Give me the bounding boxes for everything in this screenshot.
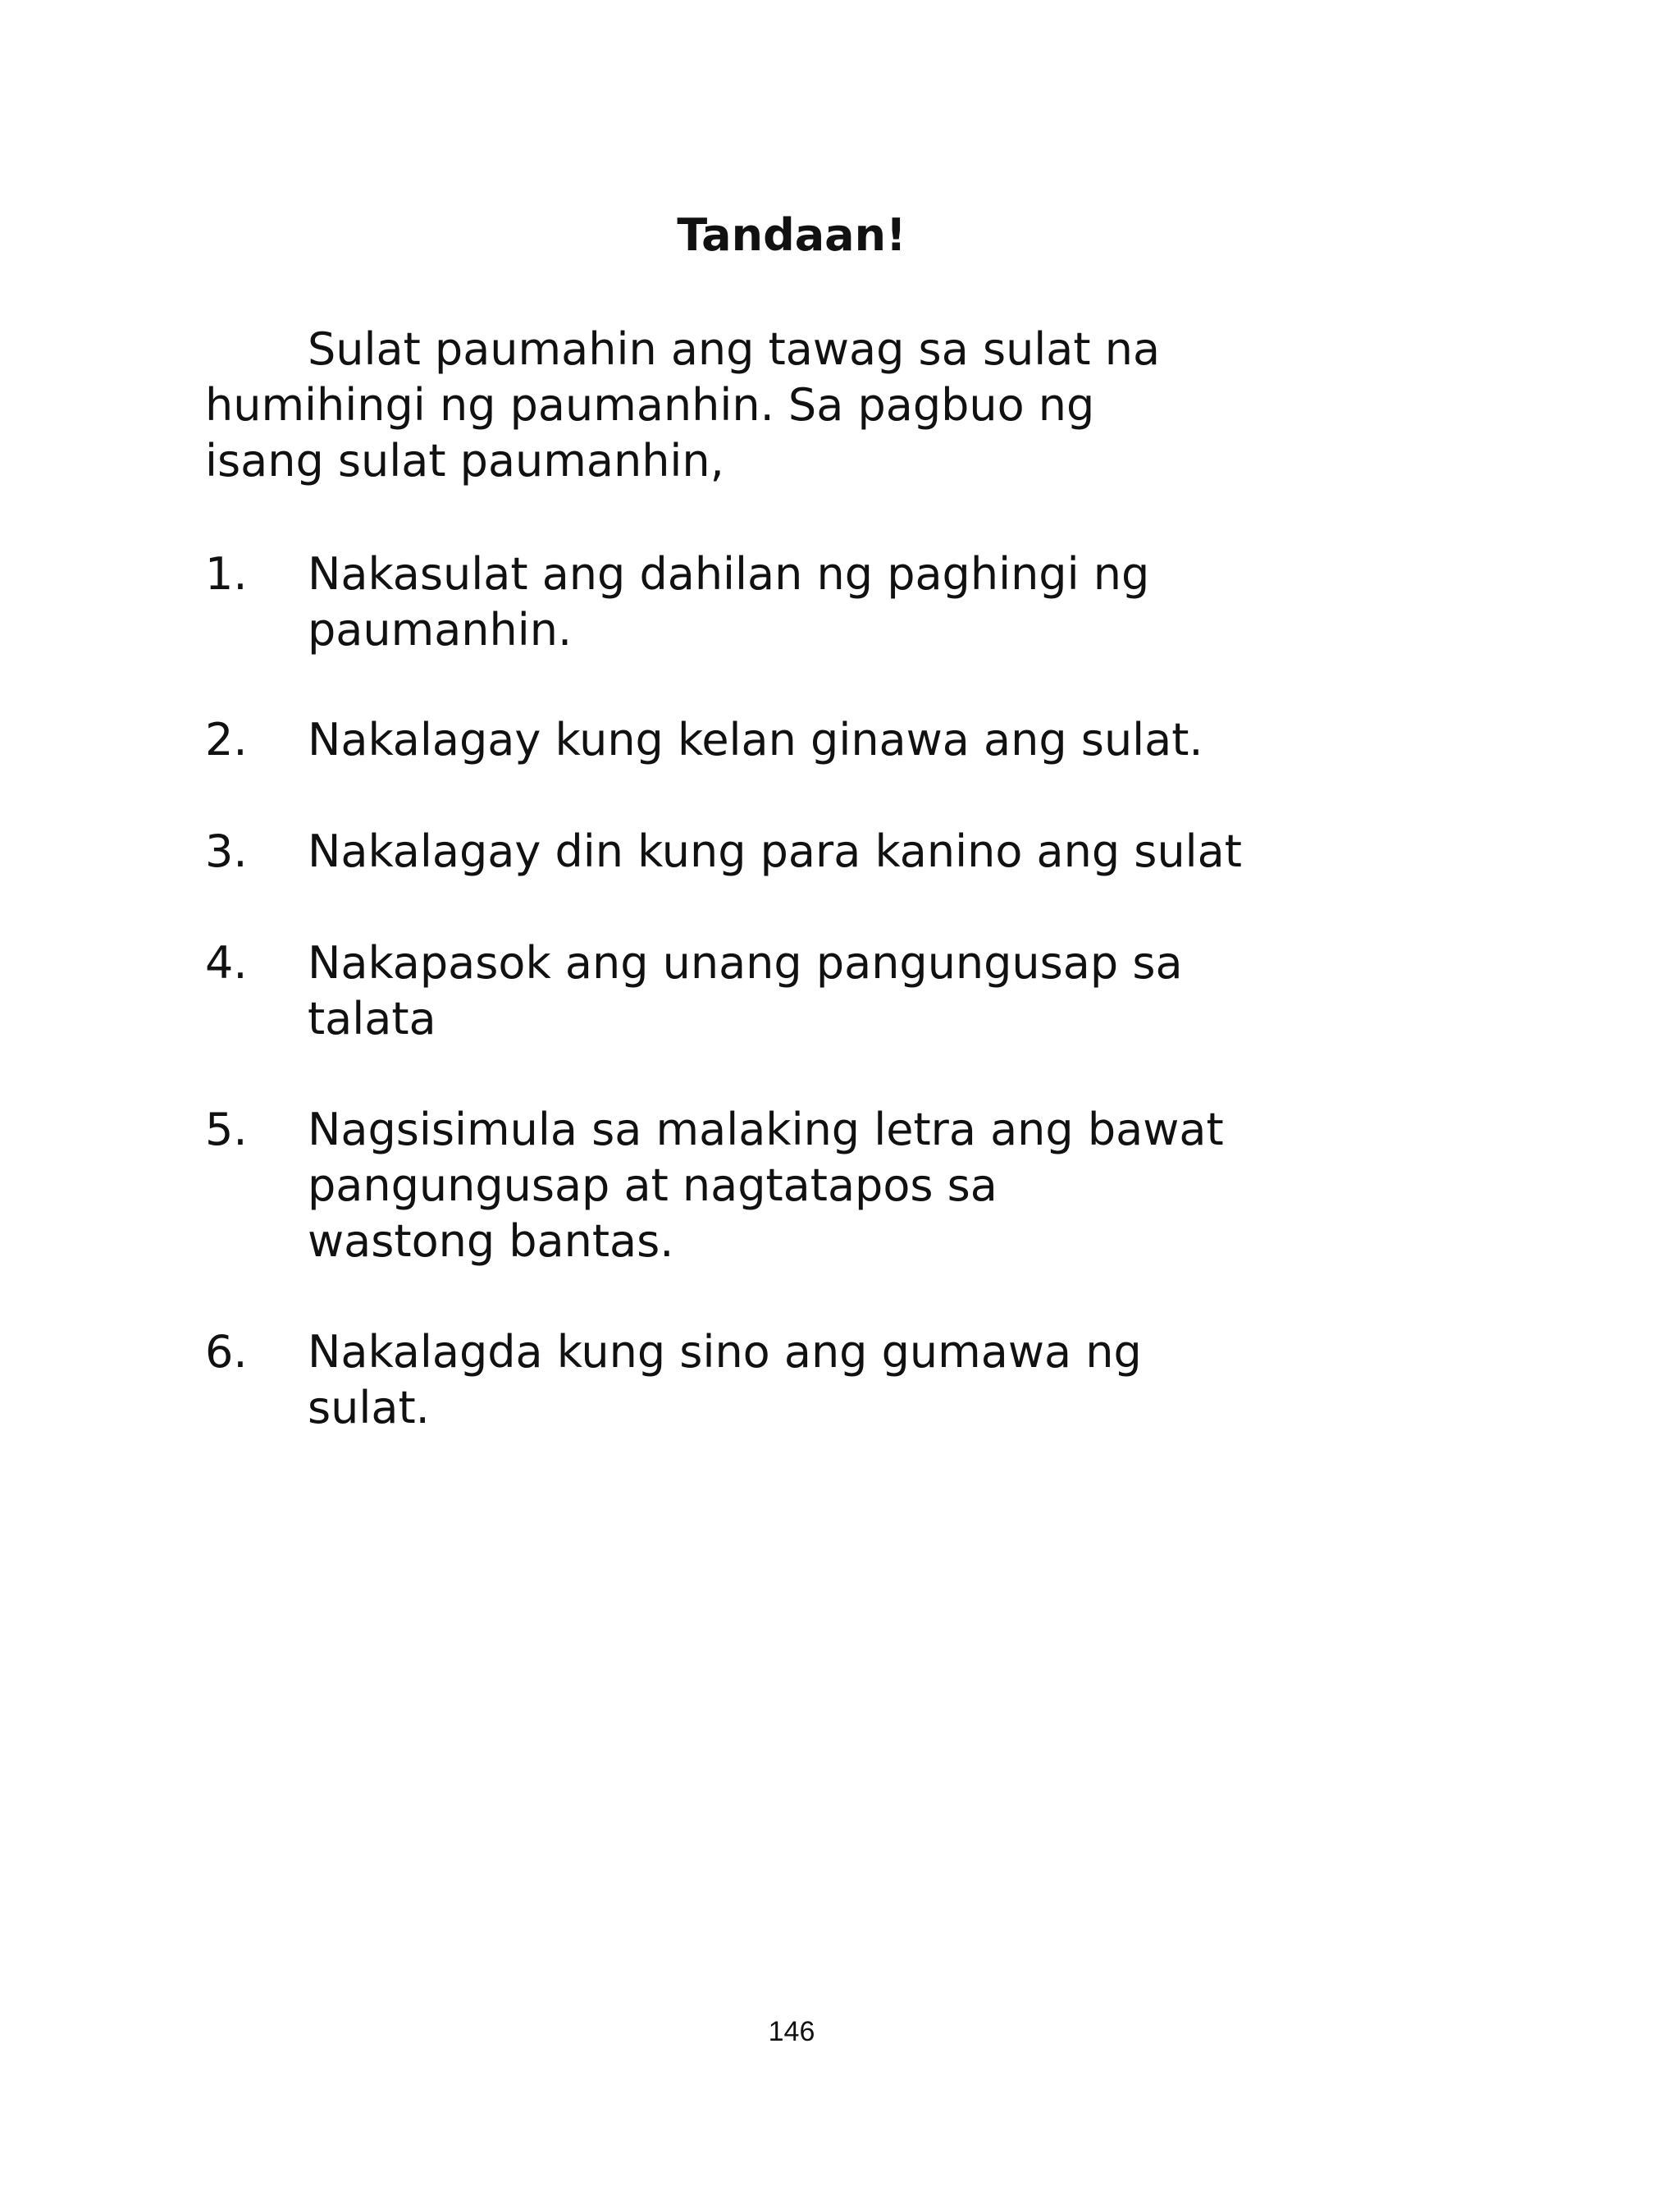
list-item-text (308, 1102, 1349, 1269)
list-item-number: 6. (205, 1326, 248, 1378)
list-item-line: Nakasulat ang dahilan ng paghingi ng (308, 548, 1150, 600)
page-number: 146 (768, 2016, 815, 2047)
list-item-text (308, 1324, 1349, 1436)
list-item-line: Nagsisimula sa malaking letra ang bawat (308, 1104, 1224, 1155)
list-item-number: 4. (205, 937, 248, 989)
list-item-line: talata (308, 993, 436, 1045)
intro-line: isang sulat paumanhin, (205, 435, 724, 487)
list-item-line: Nakapasok ang unang pangungusap sa (308, 937, 1183, 989)
page-title: Tandaan! (677, 209, 906, 261)
list-item-text (308, 824, 1349, 880)
list-item-line: pangungusap at nagtatapos sa (308, 1159, 998, 1211)
list-item-text (308, 712, 1349, 768)
list-item-number: 5. (205, 1104, 248, 1155)
list-item-number: 1. (205, 548, 248, 600)
list-item-line: wastong bantas. (308, 1215, 674, 1267)
list-item-line: Nakalagay din kung para kanino ang sulat (308, 825, 1242, 877)
list-item-text (308, 935, 1349, 1047)
list-item-number: 2. (205, 714, 248, 766)
list-item-line: Nakalagda kung sino ang gumawa ng (308, 1326, 1142, 1378)
list-item-line: Nakalagay kung kelan ginawa ang sulat. (308, 714, 1203, 766)
intro-paragraph (205, 322, 1271, 489)
intro-line: Sulat paumahin ang tawag sa sulat na (308, 323, 1161, 375)
list-item-line: paumanhin. (308, 604, 573, 656)
intro-line: humihingi ng paumanhin. Sa pagbuo ng (205, 379, 1095, 431)
list-item-line: sulat. (308, 1382, 430, 1433)
list-item-number: 3. (205, 825, 248, 877)
list-item-text (308, 546, 1349, 658)
